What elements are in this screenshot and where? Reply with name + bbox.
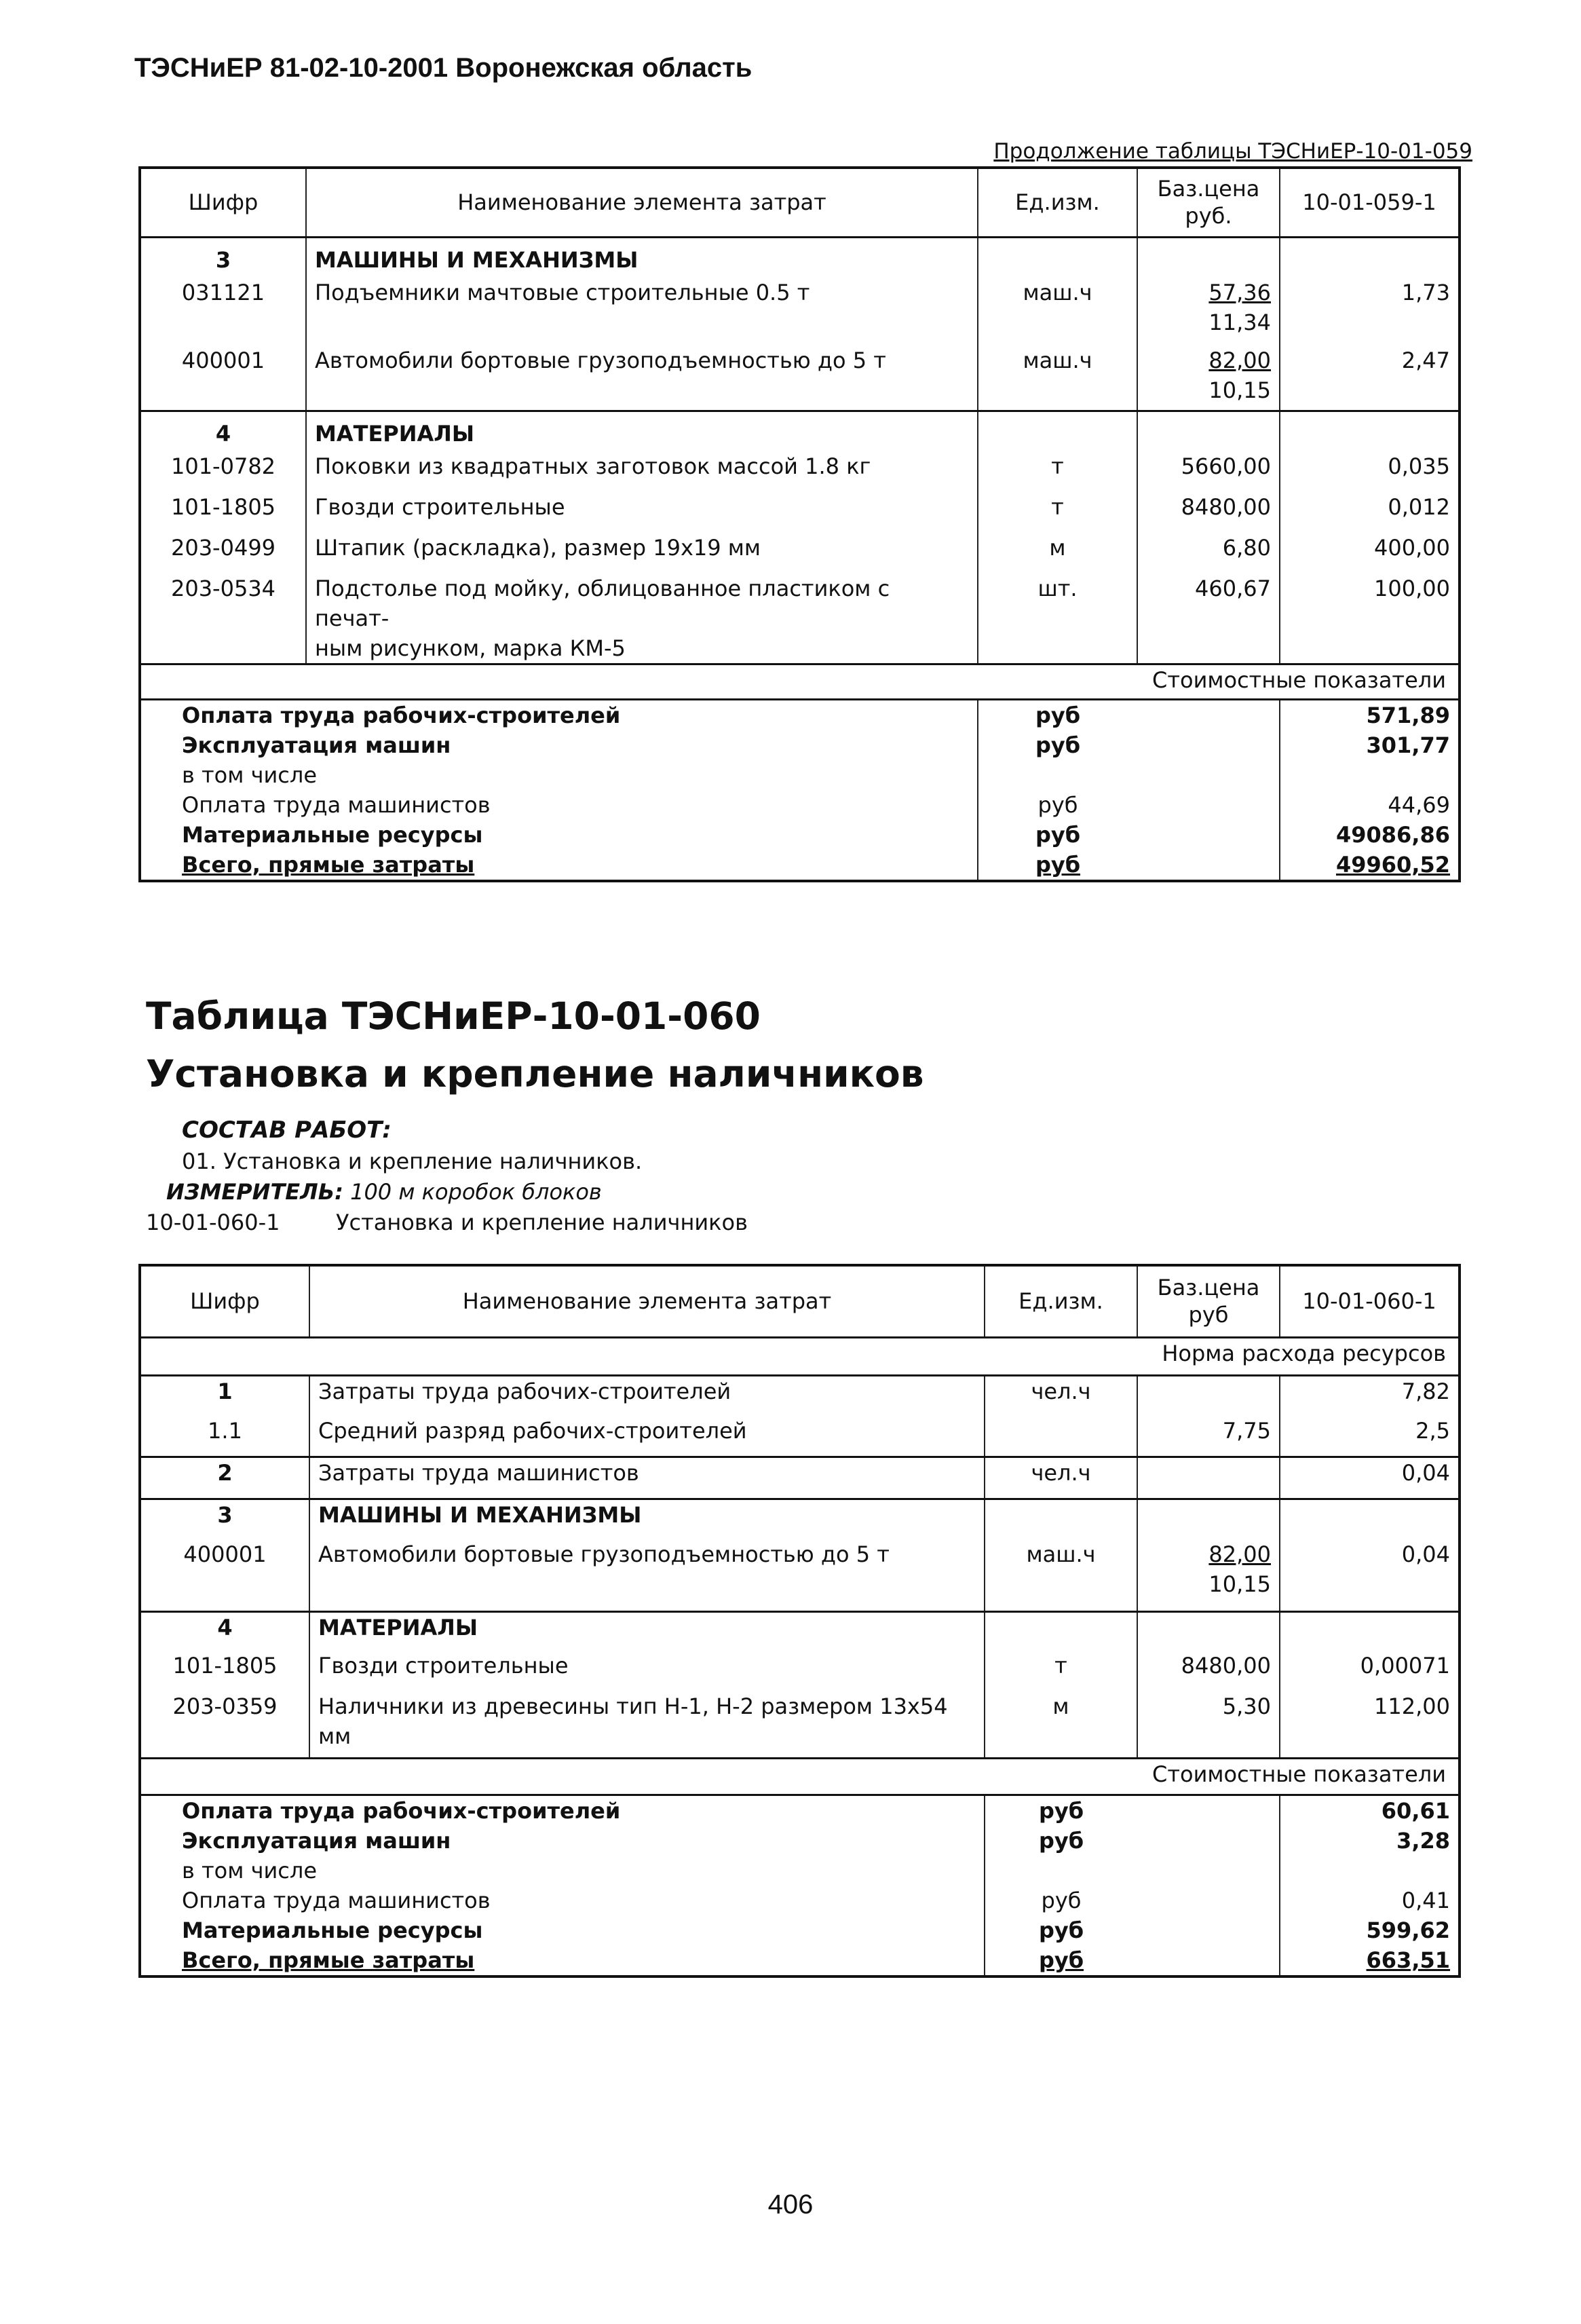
col-header-norm: 10-01-060-1	[1280, 1265, 1460, 1337]
table-title: Таблица ТЭСНиЕР-10-01-060	[146, 994, 761, 1038]
col-header-price: Баз.цена руб.	[1137, 168, 1280, 237]
summary-row: Материальные ресурсы руб 49086,86	[140, 820, 1460, 850]
col-header-norm: 10-01-059-1	[1280, 168, 1460, 237]
summary-row: Оплата труда машинистов руб 44,69	[140, 790, 1460, 820]
col-header-unit: Ед.изм.	[985, 1265, 1137, 1337]
table-subtitle: Установка и крепление наличников	[146, 1052, 924, 1095]
table-row: 101-1805 Гвозди строительные т 8480,00 0,00071	[140, 1651, 1460, 1691]
cost-indicators-banner: Стоимостные показатели	[140, 664, 1460, 700]
norm-banner: Норма расхода ресурсов	[140, 1337, 1460, 1375]
page-header: ТЭСНиЕР 81-02-10-2001 Воронежская область	[134, 53, 753, 83]
col-header-name: Наименование элемента затрат	[309, 1265, 985, 1337]
table-row: 101-1805 Гвозди строительные т 8480,00 0,012	[140, 492, 1460, 533]
measure-label: ИЗМЕРИТЕЛЬ:	[166, 1179, 343, 1205]
section-row: 4 МАТЕРИАЛЫ	[140, 1611, 1460, 1651]
summary-row: Материальные ресурсы руб 599,62	[140, 1915, 1460, 1945]
section-row: 3 МАШИНЫ И МЕХАНИЗМЫ	[140, 1499, 1460, 1539]
summary-row: Эксплуатация машин руб 301,77	[140, 730, 1460, 760]
summary-row: Оплата труда машинистов руб 0,41	[140, 1886, 1460, 1915]
col-header-unit: Ед.изм.	[978, 168, 1137, 237]
section-row: 3 МАШИНЫ И МЕХАНИЗМЫ	[140, 237, 1460, 278]
work-composition-item: 01. Установка и крепление наличников.	[182, 1148, 643, 1174]
table-row: 1 Затраты труда рабочих-строителей чел.ч 7,82	[140, 1375, 1460, 1416]
table-header-row	[140, 1265, 1460, 1337]
page-number: 406	[767, 2190, 814, 2219]
summary-row: в том числе	[140, 760, 1460, 790]
norm-code-desc: Установка и крепление наличников	[336, 1210, 748, 1235]
norm-code: 10-01-060-1	[146, 1210, 280, 1235]
table-row: 203-0499 Штапик (раскладка), размер 19х19 мм м 6,80 400,00	[140, 533, 1460, 574]
summary-row: Оплата труда рабочих-строителей руб 571,89	[140, 700, 1460, 731]
table-row: 203-0534 Подстолье под мойку, облицованное пластиком с печат- ным рисунком, марка КМ-5 шт. 460,67 100,00	[140, 574, 1460, 664]
table-row: 1.1 Средний разряд рабочих-строителей 7,75 2,5	[140, 1416, 1460, 1457]
table-header-row	[140, 168, 1460, 237]
measure-value: 100 м коробок блоков	[350, 1179, 602, 1205]
table-row: 400001 Автомобили бортовые грузоподъемностью до 5 т маш.ч 82,00 10,15 0,04	[140, 1539, 1460, 1611]
summary-row: Эксплуатация машин руб 3,28	[140, 1826, 1460, 1856]
cost-indicators-banner: Стоимостные показатели	[140, 1758, 1460, 1795]
table-row: 2 Затраты труда машинистов чел.ч 0,04	[140, 1457, 1460, 1499]
summary-row: в том числе	[140, 1856, 1460, 1886]
measure-line	[166, 1179, 602, 1205]
summary-row: Всего, прямые затраты руб 663,51	[140, 1945, 1460, 1976]
table-row: 203-0359 Наличники из древесины тип Н-1, Н-2 размером 13х54 мм м 5,30 112,00	[140, 1691, 1460, 1758]
work-composition-label: СОСТАВ РАБОТ:	[182, 1117, 392, 1144]
col-header-code: Шифр	[140, 1265, 309, 1337]
table-row: 400001 Автомобили бортовые грузоподъемностью до 5 т маш.ч 82,00 10,15 2,47	[140, 345, 1460, 411]
summary-row: Всего, прямые затраты руб 49960,52	[140, 850, 1460, 881]
summary-row: Оплата труда рабочих-строителей руб 60,61	[140, 1795, 1460, 1826]
col-header-code: Шифр	[140, 168, 306, 237]
col-header-price: Баз.цена руб	[1137, 1265, 1280, 1337]
col-header-name: Наименование элемента затрат	[306, 168, 978, 237]
table-continuation-caption: Продолжение таблицы ТЭСНиЕР-10-01-059	[993, 139, 1472, 164]
norm-code-line	[146, 1210, 748, 1235]
cost-table-060	[138, 1264, 1461, 1978]
section-row: 4 МАТЕРИАЛЫ	[140, 411, 1460, 451]
cost-table-059	[138, 166, 1461, 882]
table-row: 101-0782 Поковки из квадратных заготовок массой 1.8 кг т 5660,00 0,035	[140, 451, 1460, 492]
table-row: 031121 Подъемники мачтовые строительные 0.5 т маш.ч 57,36 11,34 1,73	[140, 278, 1460, 345]
